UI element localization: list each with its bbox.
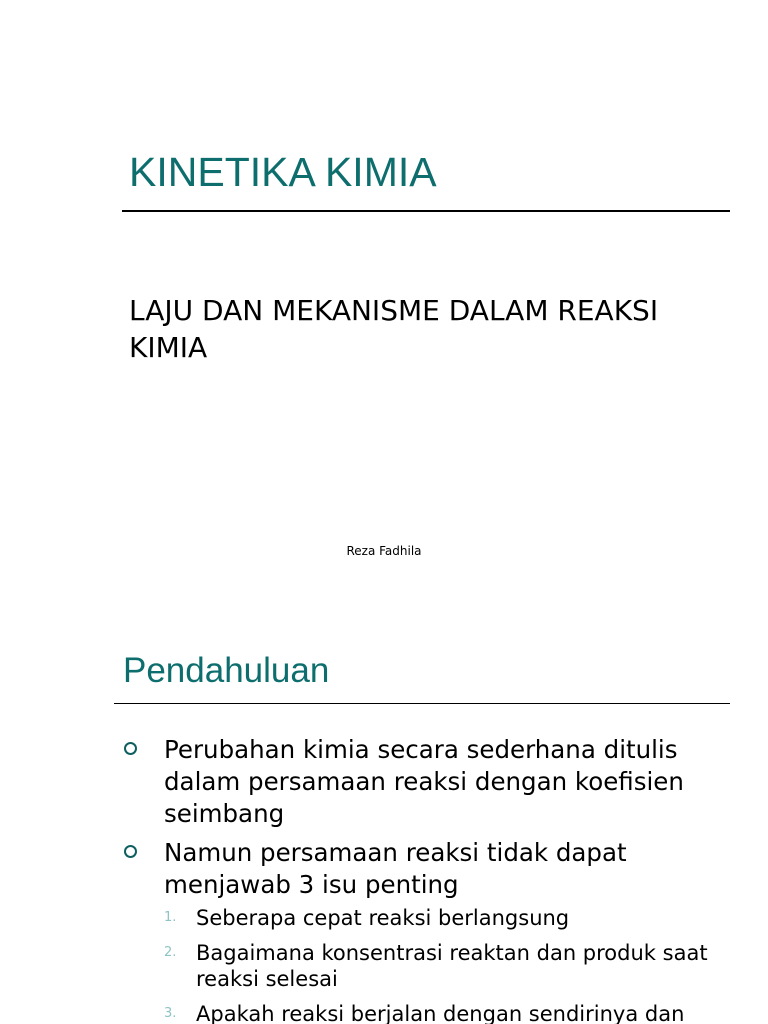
bullet-list (122, 734, 742, 1024)
numbered-item (164, 940, 742, 992)
item-text: Bagaimana konsentrasi reaktan dan produk saat reaksi selesai (196, 941, 708, 991)
item-text: Seberapa cepat reaksi berlangsung (196, 906, 570, 930)
numbered-list (164, 905, 742, 1024)
slide-title: KINETIKA KIMIA (129, 149, 437, 195)
hollow-circle-bullet-icon (124, 742, 137, 755)
title-divider (122, 210, 730, 212)
item-number: 2. (164, 945, 177, 960)
slide-title: Pendahuluan (123, 651, 330, 690)
item-number: 3. (164, 1006, 177, 1021)
bullet-item (122, 837, 742, 1024)
slide-subtitle: LAJU DAN MEKANISME DALAM REAKSI KIMIA (129, 294, 659, 364)
title-divider (114, 703, 730, 704)
numbered-item (164, 905, 742, 931)
bullet-text: Namun persamaan reaksi tidak dapat menjawab 3 isu penting (164, 838, 627, 899)
author-name: Reza Fadhila (346, 544, 422, 558)
numbered-item (164, 1001, 742, 1024)
item-number: 1. (164, 910, 177, 925)
bullet-text: Perubahan kimia secara sederhana ditulis dalam persamaan reaksi dengan koefisien seimbang (164, 735, 684, 828)
content-slide (0, 600, 768, 1024)
hollow-circle-bullet-icon (124, 845, 137, 858)
item-text: Apakah reaksi berjalan dengan sendirinya dan (196, 1002, 685, 1024)
bullet-item (122, 734, 742, 830)
